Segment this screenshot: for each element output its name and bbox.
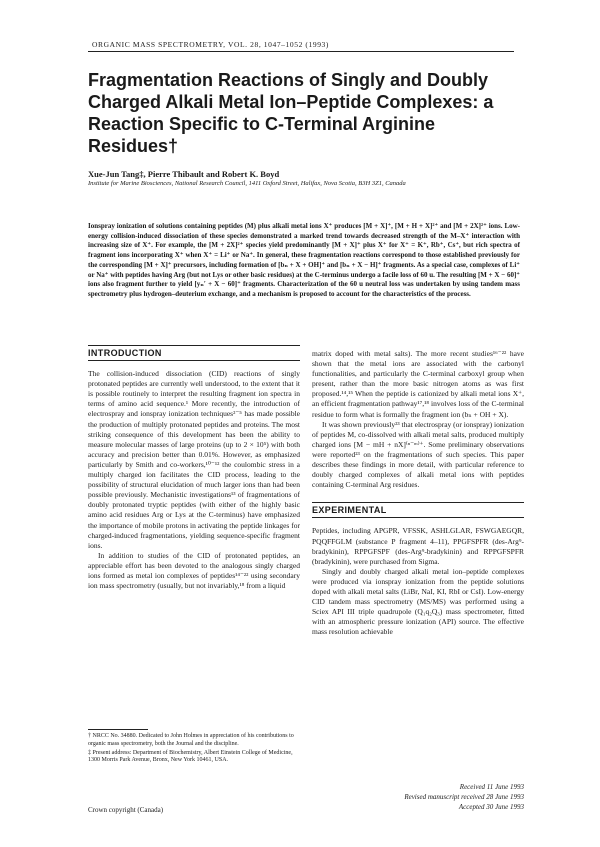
footnotes (88, 729, 300, 766)
abstract: Ionspray ionization of solutions containing peptides (M) plus alkali metal ions X⁺ produces [M + X]⁺, [M + H + X]²⁺ and [M + 2X]²⁺ ions. Low-energy collision-induced dissociation of these species demonstrated a marked trend towards decreased strength of the M–X⁺ interaction with increasing size of X⁺. For example, the [M + 2X]²⁺ species yield predominantly [M + X]⁺ plus X⁺ for X⁺ = K⁺, Rb⁺, Cs⁺, but rich spectra of fragment ions incorporating X⁺ when X⁺ = Li⁺ or Na⁺. In general, these fragmentation reactions correspond to those established previously for the corresponding [M + X]⁺ precursors, including formation of [bₙ + X + OH]⁺ and [bₙ + X − H]⁺ fragments. As a special case, complexes of Li⁺ or Na⁺ with peptides having Arg (but not Lys or other basic residues) at the C-terminus undergo a facile loss of 60 u. The resulting [M + X − 60]⁺ ions also fragment further to yield [yₙ′ + X − 60]⁺ fragments. Characterization of the 60 u neutral loss was undertaken by using tandem mass spectrometry plus hydrogen–deuterium exchange, and a mechanism is proposed to account for the characteristics of the process. (88, 222, 520, 298)
left-column (88, 345, 300, 591)
authors: Xue-Jun Tang‡, Pierre Thibault and Robert K. Boyd (88, 169, 280, 179)
received-dates (312, 782, 524, 812)
affiliation: Institute for Marine Biosciences, National Research Council, 1411 Oxford Street, Halifax, Nova Scotia, B3H 3Z1, Canada (88, 180, 406, 187)
right-paragraph-2: It was shown previously²³ that electrospray (or ionspray) ionization of peptides M, co-dissolved with alkali metal salts, produced multiply charged ions [M − mH + nX]⁽ⁿ⁻ᵐ⁾⁺. Some preliminary observations were reported²³ on the fragmentations of such species. This paper describes these findings in more detail, with particular reference to doubly charged complexes of alkali metal ions with peptides containing C-terminal Arg residues. (312, 419, 524, 490)
footnote-2: ‡ Present address: Department of Biochemistry, Albert Einstein College of Medicine, 1300 Morris Park Avenue, Bronx, New York 10461, USA. (88, 749, 293, 764)
experimental-paragraph-1: Peptides, including APGPR, VFSSK, ASHLGLAR, FSWGAEGQR, PQQFFGLM (substance P fragment 4–11), PPGFSPFR (des-Arg⁹-bradykinin), RPPGFSPF (des-Arg⁹-bradykinin) and RPPGFSPFR (bradykinin), were purchased from Sigma. (312, 526, 524, 566)
accepted-date: Accepted 30 June 1993 (458, 803, 524, 811)
article-title: Fragmentation Reactions of Singly and Doubly Charged Alkali Metal Ion–Peptide Complexes: a Reaction Specific to C-Terminal Arginine Residues† (88, 70, 494, 156)
experimental-heading: EXPERIMENTAL (312, 502, 524, 518)
intro-paragraph-1: The collision-induced dissociation (CID) reactions of singly protonated peptides are currently well understood, to the extent that it is possible routinely to interpret the resulting fragment ion spectra in terms of amino acid sequence.¹ More recently, the introduction of electrospray and ionspray ionization techniques²⁻⁵ has made possible the production of multiply protonated peptides and proteins. The most striking consequence of this development has been the ability to measure molecular masses of large proteins (up to 2 × 10⁵) with both accuracy and precision better than 0.01%. However, as emphasized particularly by Smith and co-workers,¹⁰⁻¹² the coulombic stress in a multiply charged ion facilitates the CID process, leading to the possibility of structural elucidation of much larger ions than had been possible previously. Mechanistic investigations¹³ of fragmentations of doubly protonated tryptic peptides (with either of the highly basic amino acid residues Arg or Lys at the C-terminus) have emphasized the importance of mobile protons in activating the peptide linkages for charged-induced fragmentations, yielding sequence-specific fragment ions. (88, 369, 300, 550)
received-date: Received 11 June 1993 (459, 783, 524, 791)
copyright: Crown copyright (Canada) (88, 806, 164, 814)
footnote-rule (88, 729, 148, 730)
header-rule (88, 51, 514, 52)
right-column (312, 349, 524, 637)
right-paragraph-1: matrix doped with metal salts). The more recent studies¹⁶⁻²² have shown that the metal ions are associated with the carbonyl functionalities, and particularly the C-terminal carboxyl group when present, rather than the more basic nitrogen atoms as was first proposed.¹⁴,¹⁵ When the peptide is cationized by alkali metal ions X⁺, an efficient fragmentation pathway¹⁷,¹⁸ involves loss of the C-terminal residue to form what is formally the fragment ion (bₙ + OH + X). (312, 349, 524, 419)
intro-paragraph-2: In addition to studies of the CID of protonated peptides, an appreciable effort has been devoted to the analogous singly charged ions formed as metal ion complexes of peptides¹⁴⁻²² using secondary ion mass spectrometry (usually, but not invariably,¹⁸ from a liquid (88, 550, 300, 591)
introduction-heading: INTRODUCTION (88, 345, 300, 361)
experimental-paragraph-2: Singly and doubly charged alkali metal ion–peptide complexes were produced via ionspray ionization from the peptide solutions doped with alkali metal salts (LiBr, NaI, KI, RbI or CsI). Low-energy CID tandem mass spectrometry (MS/MS) was performed using a Sciex API III triple quadrupole (Q₁q₂Q₃) mass spectrometer, fitted with an atmospheric pressure ionization (API) source. The effective mass resolution achievable (312, 566, 524, 637)
running-header: ORGANIC MASS SPECTROMETRY, VOL. 28, 1047–1052 (1993) (92, 40, 329, 49)
revised-date: Revised manuscript received 28 June 1993 (404, 793, 524, 801)
footnote-1: † NRCC No. 34880. Dedicated to John Holmes in appreciation of his contributions to organic mass spectrometry, both the Journal and the discipline. (88, 733, 294, 747)
